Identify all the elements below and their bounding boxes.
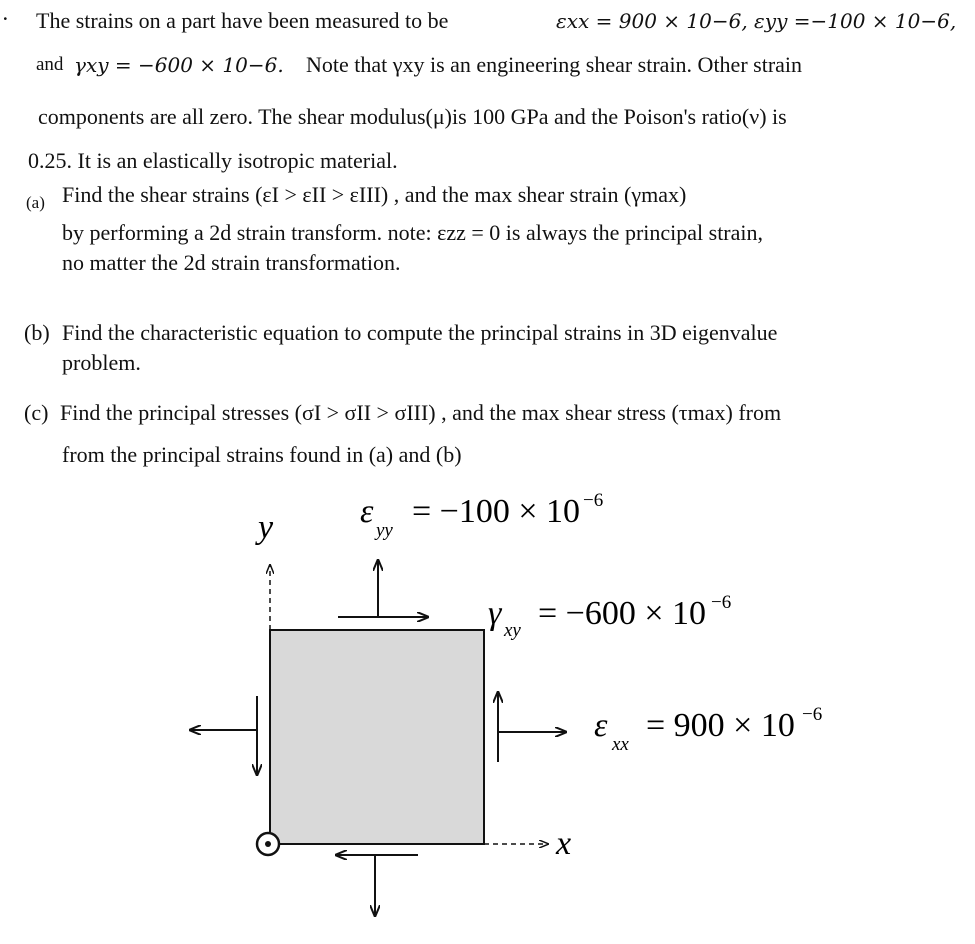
eps-yy-symbol: ε — [360, 493, 374, 530]
eps-yy-exp: −6 — [583, 490, 604, 511]
part-b-line-2: problem. — [62, 350, 141, 375]
eps-xx-label — [594, 704, 822, 755]
gamma-xy-label — [488, 592, 731, 641]
problem-text-3: components are all zero. The shear modulus(μ)is 100 GPa and the Poison's ratio(ν) is — [38, 104, 787, 129]
eps-xx-exp: −6 — [802, 704, 823, 725]
bullet: · — [2, 7, 9, 31]
part-c-label: (c) — [24, 400, 49, 425]
y-axis-label: y — [258, 509, 274, 546]
part-a-line-1: Find the shear strains (εI > εII > εIII) , and the max shear strain (γmax) — [62, 182, 687, 207]
strain-element-square — [270, 630, 484, 844]
x-axis-label: x — [556, 825, 572, 862]
part-a-label: (a) — [26, 193, 45, 212]
eps-yy-value: = −100 × 10 — [412, 493, 581, 530]
part-b-line-1: Find the characteristic equation to compute the principal strains in 3D eigenvalue — [62, 320, 778, 345]
gamma-xy-value: γxy = −600 × 10−6. — [74, 53, 284, 77]
part-a-line-3: no matter the 2d strain transformation. — [62, 250, 401, 275]
eps-xx-sub: xx — [612, 734, 629, 755]
part-a-line-2: by performing a 2d strain transform. note: εzz = 0 is always the principal strain, — [62, 220, 764, 245]
part-c-line-2: from the principal strains found in (a) and (b) — [62, 442, 462, 467]
eps-yy-label — [360, 490, 603, 541]
eps-xx-symbol: ε — [594, 707, 608, 744]
part-c-line-1: Find the principal stresses (σI > σII > σIII) , and the max shear stress (τmax) from — [60, 400, 782, 425]
gamma-xy-sub: xy — [504, 620, 521, 641]
eps-xx-value: = 900 × 10 — [646, 707, 795, 744]
strain-values-xx-yy: εxx = 900 × 10−6, εyy =−100 × 10−6, — [556, 9, 957, 33]
problem-text-2: Note that γxy is an engineering shear strain. Other strain — [306, 52, 803, 77]
eps-yy-sub: yy — [376, 520, 393, 541]
part-b-label: (b) — [24, 320, 50, 345]
origin-dot — [265, 841, 271, 847]
problem-text-1: The strains on a part have been measured to be — [36, 8, 449, 33]
gamma-xy-value: = −600 × 10 — [538, 595, 707, 632]
strain-element-diagram — [0, 470, 975, 944]
and-prefix: and — [36, 54, 64, 75]
gamma-xy-symbol: γ — [488, 595, 502, 632]
problem-text-4: 0.25. It is an elastically isotropic material. — [28, 148, 398, 173]
gamma-xy-exp: −6 — [711, 592, 732, 613]
